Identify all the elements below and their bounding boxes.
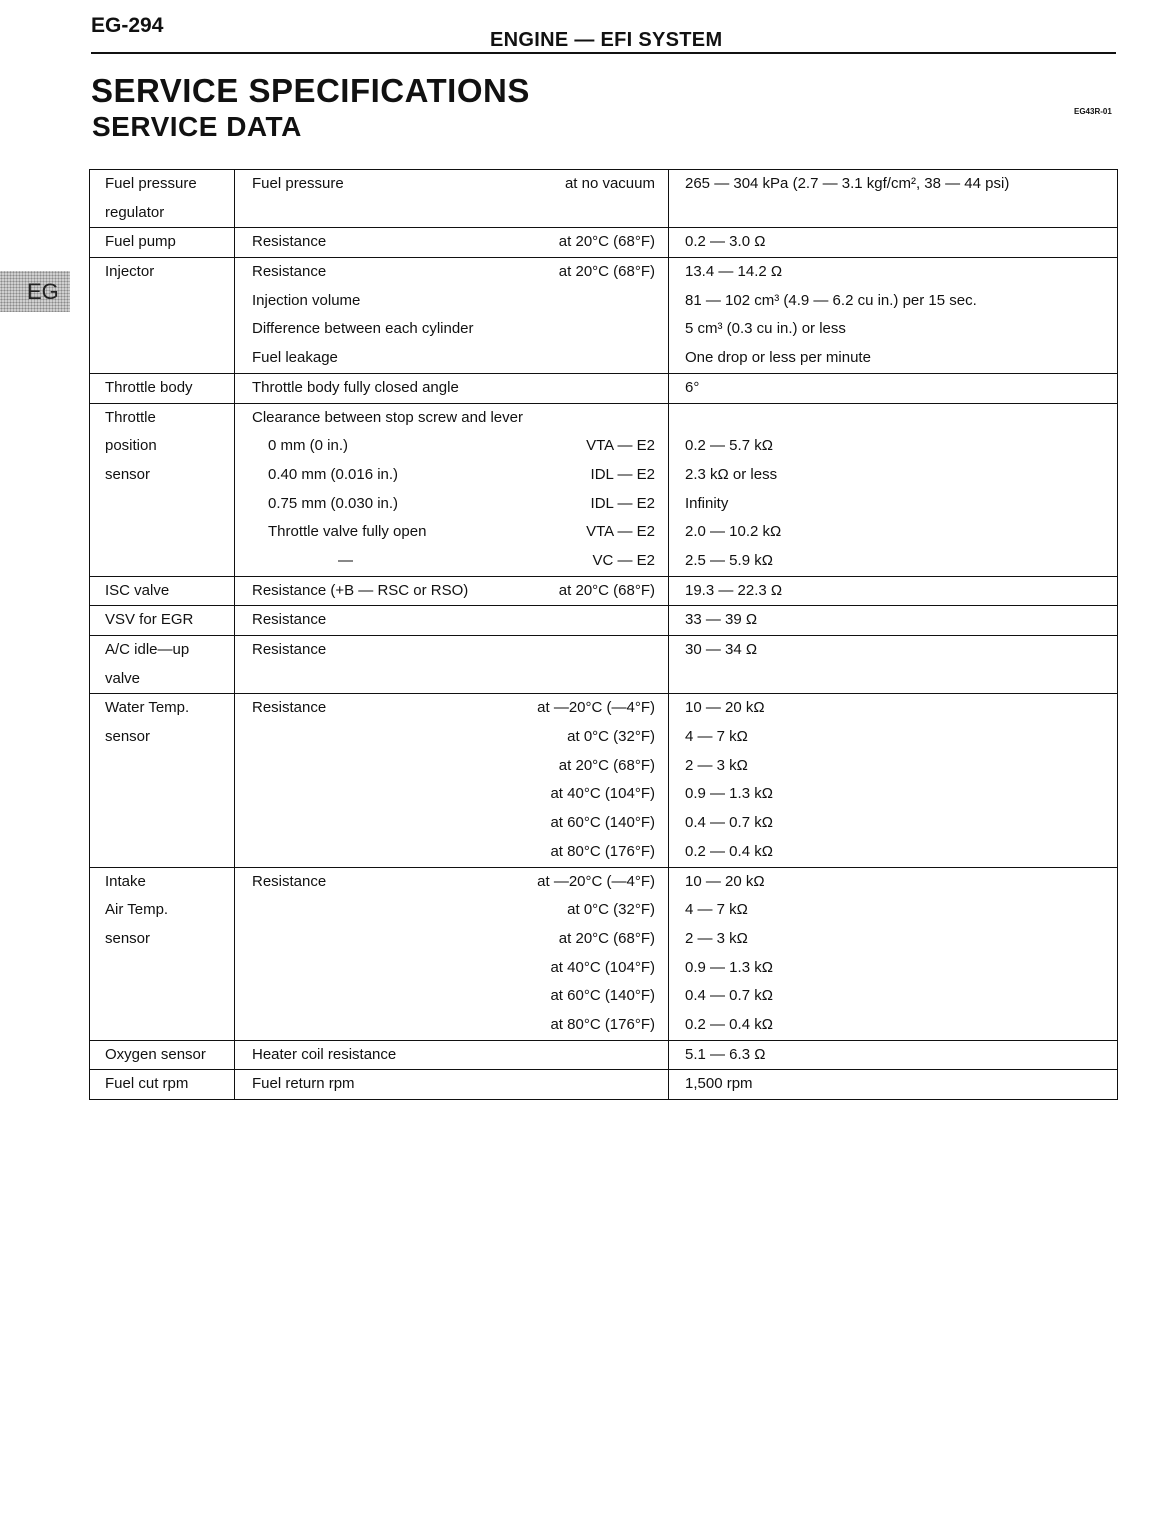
condition-text: Resistance [252,263,327,281]
condition-text: 0.75 mm (0.030 in.) [268,494,399,512]
table-row [90,694,1118,867]
condition-at: at 0°C (32°F) [567,901,655,919]
condition-cell [235,1040,669,1070]
spec-value: 10 — 20 kΩ [685,699,765,717]
condition-text: Resistance [252,872,327,890]
item-label: Air Temp. [105,901,169,919]
condition-cell [235,606,669,636]
condition-at: at 20°C (68°F) [558,581,655,599]
spec-value: 2.3 kΩ or less [685,465,778,483]
item-cell [90,373,235,403]
table-row [90,373,1118,403]
condition-cell [235,867,669,1040]
table-row [90,258,1118,374]
spec-value: 265 — 304 kPa (2.7 — 3.1 kgf/cm², 38 — 44 psi) [685,175,1010,192]
condition-text: Resistance [252,611,327,629]
item-label: Intake [105,872,146,890]
condition-at: at no vacuum [564,175,655,192]
condition-line [235,1041,668,1070]
item-label: Throttle body [105,378,193,396]
condition-text: Resistance [252,641,327,658]
condition-at: IDL — E2 [590,494,655,512]
item-label: sensor [105,929,151,947]
condition-cell [235,170,669,228]
item-label: Oxygen sensor [105,1045,206,1063]
spec-value: 2.5 — 5.9 kΩ [685,551,773,569]
spec-value: 0.2 — 5.7 kΩ [685,437,773,455]
condition-line [235,404,668,433]
spec-value: 4 — 7 kΩ [685,901,748,919]
condition-at: at 20°C (68°F) [558,263,655,281]
item-cell [90,694,235,867]
item-label: position [105,437,157,455]
condition-text: 0 mm (0 in.) [268,437,349,455]
section-tab-label: EG [27,279,59,304]
item-label: Water Temp. [105,699,190,717]
spec-value: 6° [685,378,700,396]
item-cell [90,1040,235,1070]
table-row [90,403,1118,576]
spec-value: One drop or less per minute [685,349,871,367]
spec-value: 2.0 — 10.2 kΩ [685,523,782,541]
item-cell [90,1070,235,1100]
item-cell [90,636,235,694]
table-row [90,636,1118,694]
condition-cell [235,258,669,374]
condition-at: at 20°C (68°F) [558,929,655,947]
spec-value: 0.9 — 1.3 kΩ [685,958,773,976]
condition-cell [235,373,669,403]
condition-line [235,665,668,694]
spec-value-cell [669,636,1118,694]
condition-at: at 60°C (140°F) [550,814,655,832]
spec-value-cell [669,1040,1118,1070]
spec-value: 0.4 — 0.7 kΩ [685,814,773,832]
spec-value: 2 — 3 kΩ [685,929,748,947]
header-rule [91,52,1116,54]
condition-text: Fuel return rpm [252,1075,355,1093]
spec-value: 10 — 20 kΩ [685,872,765,890]
condition-line [235,315,668,344]
condition-text: Heater coil resistance [252,1045,397,1063]
item-label: regulator [105,203,165,221]
item-label: Fuel pump [105,233,176,251]
spec-value: 81 — 102 cm³ (4.9 — 6.2 cu in.) per 15 sec. [685,291,977,309]
condition-cell [235,576,669,606]
table-row [90,606,1118,636]
spec-value [669,404,1117,433]
table-row [90,1070,1118,1100]
condition-line [235,896,668,925]
item-label: Throttle [105,408,156,426]
spec-value: 13.4 — 14.2 Ω [685,263,783,281]
condition-line [235,199,668,228]
condition-cell [235,636,669,694]
spec-value-cell [669,867,1118,1040]
table-row [90,867,1118,1040]
condition-cell [235,228,669,258]
spec-value-cell [669,258,1118,374]
condition-text: — [338,551,353,569]
condition-text: Fuel pressure [252,175,344,192]
page-number: EG-294 [91,14,164,37]
condition-text: Throttle valve fully open [268,523,427,541]
condition-line [235,258,668,287]
condition-cell [235,1070,669,1100]
spec-value: 5.1 — 6.3 Ω [685,1045,766,1063]
spec-value-cell [669,403,1118,576]
condition-at: at 80°C (176°F) [550,842,655,860]
spec-value: 30 — 34 Ω [685,641,758,658]
spec-value: 2 — 3 kΩ [685,756,748,774]
condition-line [235,636,668,665]
section-tab [0,271,70,312]
condition-line [235,344,668,373]
document-code: EG43R-01 [1074,107,1112,116]
condition-line [235,287,668,316]
condition-line [235,170,668,199]
running-title: ENGINE — EFI SYSTEM [490,29,723,51]
condition-at: at 80°C (176°F) [550,1015,655,1033]
condition-line [235,780,668,809]
spec-value: Infinity [685,494,729,512]
spec-value: 0.9 — 1.3 kΩ [685,785,773,803]
item-label: ISC valve [105,581,170,599]
spec-value-cell [669,228,1118,258]
condition-line [235,432,668,461]
condition-line [235,577,668,606]
section-subtitle: SERVICE DATA [92,111,302,142]
item-label: Fuel pressure [105,175,197,192]
condition-text: Injection volume [252,291,361,309]
condition-at: at 60°C (140°F) [550,987,655,1005]
spec-value: 0.2 — 0.4 kΩ [685,1015,773,1033]
spec-value-cell [669,170,1118,228]
condition-line [235,723,668,752]
item-label: A/C idle—up [105,641,190,658]
item-label: Injector [105,263,155,281]
item-label: sensor [105,728,151,746]
condition-at: VTA — E2 [586,437,655,455]
spec-value: 0.2 — 3.0 Ω [685,233,766,251]
table-row [90,1040,1118,1070]
service-data-table [89,169,1118,1100]
condition-at: at 20°C (68°F) [558,233,655,251]
condition-at: VC — E2 [592,551,655,569]
table-row [90,576,1118,606]
item-label: valve [105,669,141,687]
condition-line [235,809,668,838]
condition-at: at —20°C (—4°F) [537,699,655,717]
spec-value: 1,500 rpm [685,1075,753,1093]
item-cell [90,228,235,258]
spec-value-cell [669,1070,1118,1100]
condition-at: at 20°C (68°F) [558,756,655,774]
item-label: Fuel cut rpm [105,1075,189,1093]
spec-value-cell [669,373,1118,403]
condition-text: Resistance (+B — RSC or RSO) [252,581,469,599]
condition-line [235,1070,668,1099]
spec-value-cell [669,576,1118,606]
condition-line [235,925,668,954]
page-title: SERVICE SPECIFICATIONS [91,72,530,109]
condition-line [235,606,668,635]
spec-value [669,665,1117,694]
condition-line [235,694,668,723]
item-label: VSV for EGR [105,611,194,629]
condition-cell [235,403,669,576]
condition-line [235,518,668,547]
condition-at: at 0°C (32°F) [567,728,655,746]
table-row [90,170,1118,228]
spec-value: 0.2 — 0.4 kΩ [685,842,773,860]
condition-text: Difference between each cylinder [252,320,474,338]
condition-text: Resistance [252,699,327,717]
item-cell [90,867,235,1040]
spec-value: 33 — 39 Ω [685,611,758,629]
condition-cell [235,694,669,867]
condition-line [235,374,668,403]
item-cell [90,403,235,576]
condition-at: at 40°C (104°F) [550,958,655,976]
spec-value-cell [669,606,1118,636]
item-cell [90,576,235,606]
condition-at: at —20°C (—4°F) [537,872,655,890]
item-cell [90,258,235,374]
condition-text: Throttle body fully closed angle [252,378,459,396]
table-row [90,228,1118,258]
condition-at: IDL — E2 [590,465,655,483]
condition-text: 0.40 mm (0.016 in.) [268,465,399,483]
condition-line [235,1011,668,1040]
condition-line [235,461,668,490]
spec-value [669,199,1117,228]
condition-line [235,752,668,781]
condition-line [235,228,668,257]
spec-value: 4 — 7 kΩ [685,728,748,746]
condition-text: Fuel leakage [252,349,338,367]
condition-line [235,490,668,519]
condition-text: Clearance between stop screw and lever [252,408,523,426]
condition-at: VTA — E2 [586,523,655,541]
condition-text: Resistance [252,233,327,251]
condition-line [235,838,668,867]
item-label: sensor [105,465,151,483]
condition-line [235,868,668,897]
spec-value: 19.3 — 22.3 Ω [685,581,783,599]
condition-line [235,547,668,576]
condition-at: at 40°C (104°F) [550,785,655,803]
spec-value: 5 cm³ (0.3 cu in.) or less [685,320,846,338]
spec-value-cell [669,694,1118,867]
item-cell [90,606,235,636]
condition-line [235,954,668,983]
condition-line [235,982,668,1011]
item-cell [90,170,235,228]
spec-value: 0.4 — 0.7 kΩ [685,987,773,1005]
